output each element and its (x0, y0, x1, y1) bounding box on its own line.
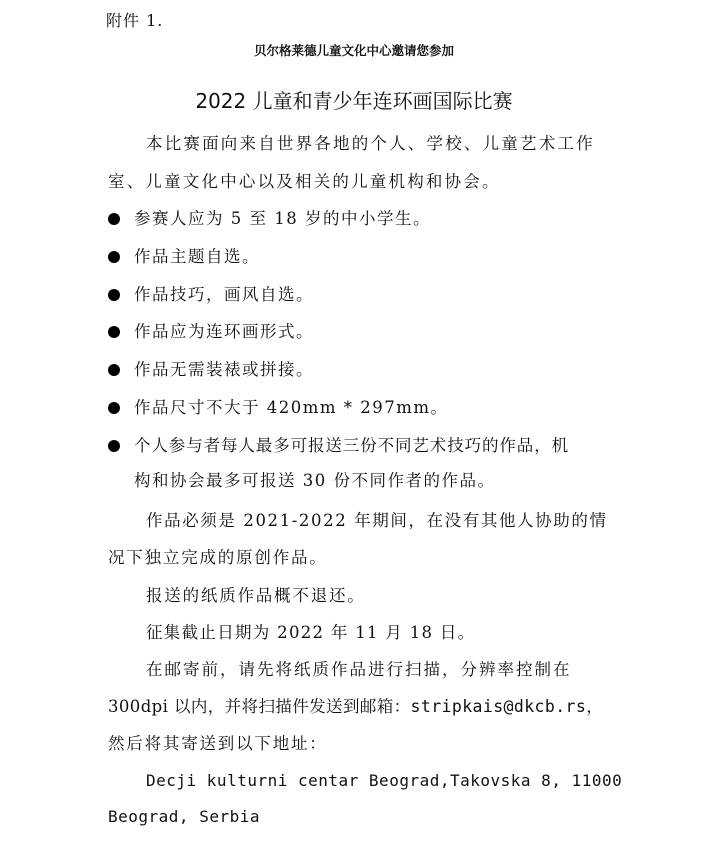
rule-item-age: 参赛人应为 5 至 18 岁的中小学生。 (134, 209, 431, 228)
bullet-icon (108, 213, 120, 225)
rule-item-technique: 作品技巧，画风自选。 (134, 285, 314, 304)
invitation-subtitle: 贝尔格莱德儿童文化中心邀请您参加 (253, 43, 454, 58)
scan-line-1: 在邮寄前，请先将纸质作品进行扫描，分辨率控制在 (146, 660, 572, 679)
document-title: 2022 儿童和青少年连环画国际比赛 (195, 89, 513, 113)
address-line-2: Beograd, Serbia (108, 807, 260, 826)
scan-line-2-text: 300dpi 以内，并将扫描件发送到邮箱： (108, 697, 411, 716)
bullet-icon (108, 364, 120, 376)
bullet-icon (108, 289, 120, 301)
period-line-1: 作品必须是 2021-2022 年期间，在没有其他人协助的情 (146, 511, 608, 530)
address-line-1: Decji kulturni centar Beograd,Takovska 8, 11000 (146, 771, 623, 790)
scan-line-3: 然后将其寄送到以下地址： (108, 734, 328, 753)
rule-item-limit-line-2: 构和协会最多可报送 30 份不同作者的作品。 (134, 471, 496, 490)
scan-line-2 (108, 696, 603, 718)
no-return-note: 报送的纸质作品概不退还。 (146, 586, 366, 605)
rule-item-format: 作品应为连环画形式。 (134, 322, 314, 341)
deadline-note: 征集截止日期为 2022 年 11 月 18 日。 (146, 623, 476, 642)
rule-item-theme: 作品主题自选。 (134, 247, 260, 266)
intro-line-1: 本比赛面向来自世界各地的个人、学校、儿童艺术工作 (146, 134, 595, 153)
bullet-icon (108, 440, 120, 452)
bullet-icon (108, 402, 120, 414)
bullet-icon (108, 251, 120, 263)
intro-line-2: 室、儿童文化中心以及相关的儿童机构和协会。 (108, 172, 501, 191)
period-line-2: 况下独立完成的原创作品。 (108, 548, 328, 567)
rule-item-size: 作品尺寸不大于 420mm * 297mm。 (134, 398, 449, 417)
bullet-icon (108, 326, 120, 338)
rule-item-limit-line-1: 个人参与者每人最多可报送三份不同艺术技巧的作品，机 (134, 436, 569, 455)
email-address: stripkais@dkcb.rs， (410, 697, 604, 716)
rule-item-mounting: 作品无需装裱或拼接。 (134, 360, 314, 379)
attachment-label: 附件 1. (106, 11, 164, 30)
